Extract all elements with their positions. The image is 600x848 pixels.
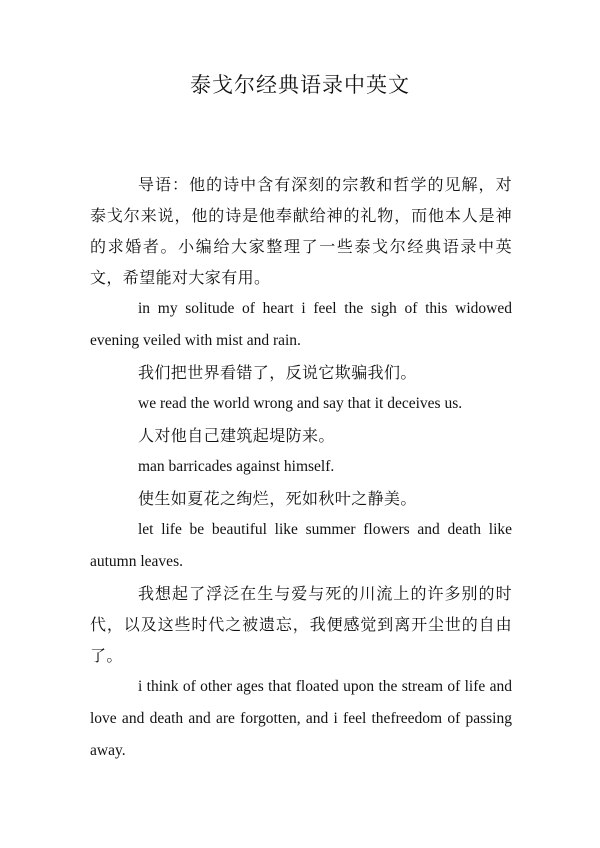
quote-english-2: we read the world wrong and say that it deceives us. [138, 395, 463, 412]
page-title: 泰戈尔经典语录中英文 [190, 73, 410, 97]
quote-chinese-4: 使生如夏花之绚烂，死如秋叶之静美。 [138, 489, 417, 508]
quote-chinese-2: 我们把世界看错了，反说它欺骗我们。 [138, 363, 417, 382]
quote-chinese-5: 我想起了浮泛在生与爱与死的川流上的许多别的时代，以及这些时代之被遗忘，我便感觉到离开尘世的自由了。 [90, 584, 512, 665]
quote-english-3: man barricades against himself. [138, 458, 335, 475]
intro-paragraph: 导语：他的诗中含有深刻的宗教和哲学的见解，对泰戈尔来说，他的诗是他奉献给神的礼物，而他本人是神的求婚者。小编给大家整理了一些泰戈尔经典语录中英文，希望能对大家有用。 [90, 175, 512, 287]
quote-english-4: let life be beautiful like summer flowers and death like autumn leaves. [90, 521, 512, 570]
quote-english-5: i think of other ages that floated upon the stream of life and love and death and are forgotten, and i feel thefreedom of passing away. [90, 678, 512, 759]
document-body [90, 169, 512, 767]
quote-english-1: in my solitude of heart i feel the sigh of this widowed evening veiled with mist and rain. [90, 300, 512, 349]
quote-chinese-3: 人对他自己建筑起堤防来。 [138, 426, 335, 445]
